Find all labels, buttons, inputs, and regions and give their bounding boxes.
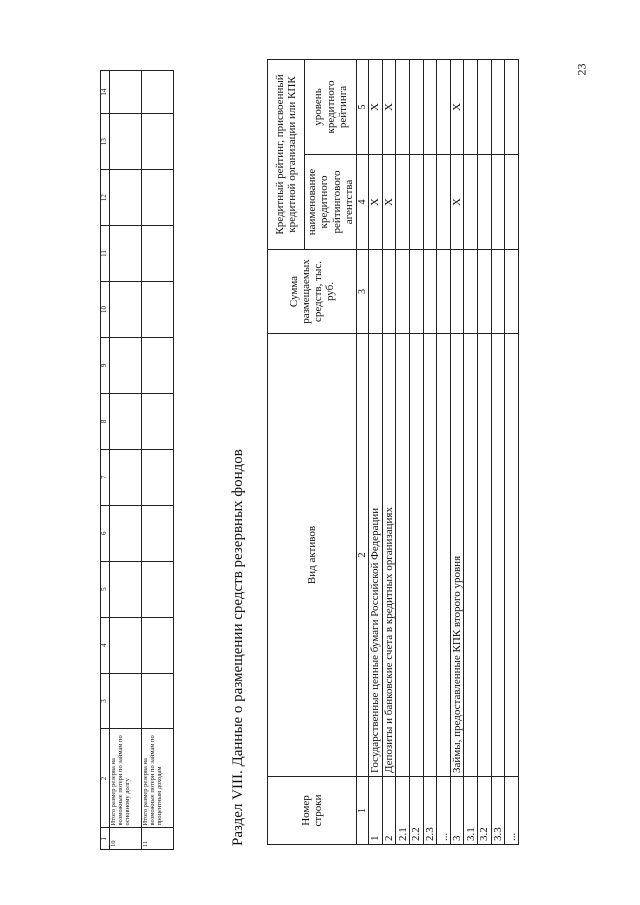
top-header-cell: 1 (101, 828, 110, 850)
header-credit-rating: Кредитный рейтинг, присвоенный кредитной организации или КПК (268, 59, 305, 249)
agency-cell: X (382, 155, 396, 250)
header-rating-level: уровень кредитного рейтинга (305, 59, 356, 154)
table-cell (109, 393, 141, 449)
agency-cell (396, 155, 410, 250)
agency-cell (423, 155, 437, 250)
table-row (464, 59, 478, 844)
top-header-cell: 2 (101, 729, 110, 828)
top-header-cell: 3 (101, 673, 110, 729)
top-header-cell: 5 (101, 561, 110, 617)
table-row (450, 59, 464, 844)
table-cell (109, 226, 141, 282)
row-number: 3.1 (464, 777, 478, 845)
asset-type (491, 334, 505, 777)
table-row (141, 71, 173, 850)
row-number: 2.2 (410, 777, 424, 845)
table-cell (109, 505, 141, 561)
table-cell (109, 673, 141, 729)
level-cell (491, 59, 505, 154)
agency-cell (410, 155, 424, 250)
table-cell (109, 449, 141, 505)
top-header-cell: 8 (101, 393, 110, 449)
table-row (369, 59, 383, 844)
amount-cell (423, 250, 437, 334)
table-row (491, 59, 505, 844)
top-header-cell: 7 (101, 449, 110, 505)
row-number: ... (505, 777, 519, 845)
level-cell: X (450, 59, 464, 154)
amount-cell (396, 250, 410, 334)
table-cell (141, 449, 173, 505)
table-cell (141, 393, 173, 449)
row-number: ... (437, 777, 451, 845)
header-asset-type: Вид активов (268, 334, 357, 777)
amount-cell (437, 250, 451, 334)
row-number: 3.2 (478, 777, 492, 845)
header-amount: Сумма размещаемых средств, тыс. руб. (268, 250, 357, 334)
asset-type: Депозиты и банковские счета в кредитных организациях (382, 334, 396, 777)
table-cell (109, 337, 141, 393)
top-header-cell: 11 (101, 226, 110, 282)
table-cell (141, 170, 173, 226)
table-cell (141, 617, 173, 673)
asset-type (423, 334, 437, 777)
amount-cell (491, 250, 505, 334)
table-cell (141, 561, 173, 617)
table-row (410, 59, 424, 844)
table-cell (141, 71, 173, 114)
amount-cell (382, 250, 396, 334)
agency-cell (464, 155, 478, 250)
asset-type (410, 334, 424, 777)
level-cell (478, 59, 492, 154)
level-cell (437, 59, 451, 154)
row-label: Итого размер резерва на возможные потери по займам по процентным доходам (141, 729, 173, 828)
table-cell (141, 226, 173, 282)
column-number: 3 (356, 250, 368, 334)
table-row (423, 59, 437, 844)
table-cell (109, 617, 141, 673)
header-row-number: Номер строки (268, 777, 357, 845)
level-cell: X (369, 59, 383, 154)
table-row (505, 59, 519, 844)
column-number: 4 (356, 155, 368, 250)
top-header-cell: 6 (101, 505, 110, 561)
top-header-cell: 14 (101, 71, 110, 114)
row-number: 11 (141, 828, 173, 850)
agency-cell (505, 155, 519, 250)
row-number: 3.3 (491, 777, 505, 845)
top-header-cell: 9 (101, 337, 110, 393)
table-cell (141, 282, 173, 338)
agency-cell (437, 155, 451, 250)
row-number: 3 (450, 777, 464, 845)
level-cell (396, 59, 410, 154)
table-cell (141, 337, 173, 393)
asset-type (464, 334, 478, 777)
table-row (437, 59, 451, 844)
table-cell (109, 71, 141, 114)
amount-cell (478, 250, 492, 334)
table-cell (141, 505, 173, 561)
table-cell (109, 561, 141, 617)
row-number: 2.3 (423, 777, 437, 845)
table-row (109, 71, 141, 850)
level-cell (423, 59, 437, 154)
section-title: Раздел VIII. Данные о размещении средств резервных фондов (230, 449, 246, 846)
column-number: 2 (356, 334, 368, 777)
agency-cell: X (369, 155, 383, 250)
column-number: 1 (356, 777, 368, 845)
main-table-container (267, 60, 519, 845)
top-header-cell: 4 (101, 617, 110, 673)
amount-cell (410, 250, 424, 334)
amount-cell (464, 250, 478, 334)
table-row (382, 59, 396, 844)
asset-type (478, 334, 492, 777)
asset-type (437, 334, 451, 777)
amount-cell (369, 250, 383, 334)
top-table (100, 70, 174, 850)
row-number: 10 (109, 828, 141, 850)
agency-cell: X (450, 155, 464, 250)
header-agency-name: наименование кредитного рейтингового агентства (305, 155, 356, 250)
column-number: 5 (356, 59, 368, 154)
reserve-funds-table (267, 59, 519, 845)
row-label: Итого размер резерва на возможные потери по займам по основному долгу (109, 729, 141, 828)
table-row (478, 59, 492, 844)
asset-type (396, 334, 410, 777)
top-header-cell: 13 (101, 114, 110, 170)
table-cell (141, 673, 173, 729)
level-cell (410, 59, 424, 154)
level-cell (505, 59, 519, 154)
asset-type: Государственные ценные бумаги Российской Федерации (369, 334, 383, 777)
level-cell: X (382, 59, 396, 154)
asset-type (505, 334, 519, 777)
row-number: 2 (382, 777, 396, 845)
row-number: 1 (369, 777, 383, 845)
amount-cell (505, 250, 519, 334)
amount-cell (450, 250, 464, 334)
table-cell (109, 282, 141, 338)
table-cell (109, 170, 141, 226)
agency-cell (491, 155, 505, 250)
top-header-cell: 10 (101, 282, 110, 338)
top-table-container (100, 70, 173, 850)
page-number: 23 (574, 63, 589, 76)
row-number: 2.1 (396, 777, 410, 845)
top-table-header-row (101, 71, 110, 850)
table-cell (109, 114, 141, 170)
top-header-cell: 12 (101, 170, 110, 226)
asset-type: Займы, предоставленные КПК второго уровня (450, 334, 464, 777)
header-row (268, 59, 305, 844)
agency-cell (478, 155, 492, 250)
table-row (396, 59, 410, 844)
level-cell (464, 59, 478, 154)
column-number-row (356, 59, 368, 844)
table-cell (141, 114, 173, 170)
